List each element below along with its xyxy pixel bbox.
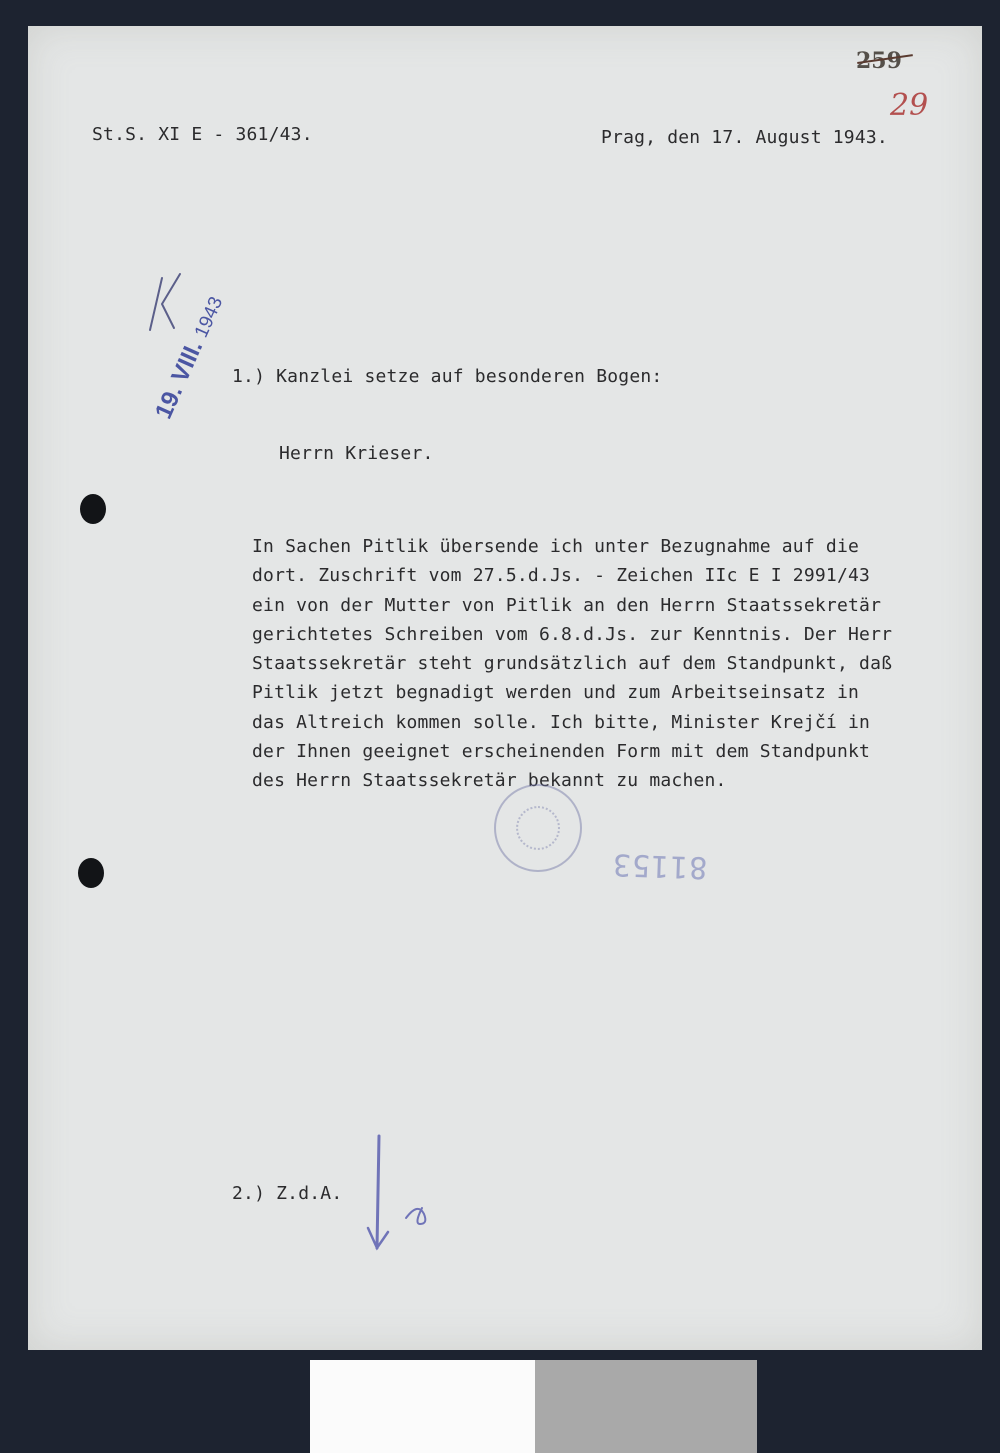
- ink-seal-stamp: [494, 784, 582, 872]
- item-two-instruction: 2.) Z.d.A.: [232, 1183, 343, 1204]
- place-date: Prag, den 17. August 1943.: [601, 127, 888, 148]
- body-line: In Sachen Pitlik übersende ich unter Bezugnahme auf die: [252, 536, 860, 557]
- folio-number-new: 29: [890, 88, 929, 123]
- archive-number-stamp: 81153: [611, 846, 708, 885]
- punch-hole-top: [80, 494, 106, 524]
- body-line: ein von der Mutter von Pitlik an den Herrn Staatssekretär: [252, 594, 882, 616]
- folio-number-old: 259: [856, 48, 902, 74]
- body-line: dort. Zuschrift vom 27.5.d.Js. - Zeichen IIc E I 2991/43: [252, 565, 871, 587]
- body-line: des Herrn Staatssekretär bekannt zu machen.: [252, 770, 727, 792]
- stamp-year: 1943: [190, 293, 228, 341]
- reference-number: St.S. XI E - 361/43.: [92, 124, 313, 145]
- body-line: der Ihnen geeignet erscheinenden Form mit dem Standpunkt: [252, 741, 871, 763]
- handwritten-arrow-mark: [366, 1132, 446, 1256]
- body-line: gerichtetes Schreiben vom 6.8.d.Js. zur Kenntnis. Der Herr: [252, 623, 893, 645]
- scan-white-strip: [310, 1360, 535, 1453]
- body-line: Pitlik jetzt begnadigt werden und zum Arbeitseinsatz in: [252, 682, 860, 704]
- handwritten-initial-mark: [140, 268, 190, 338]
- letter-body: [252, 532, 892, 796]
- body-line: Staatssekretär steht grundsätzlich auf dem Standpunkt, daß: [252, 653, 893, 675]
- punch-hole-bottom: [78, 858, 104, 888]
- item-one-instruction: 1.) Kanzlei setze auf besonderen Bogen:: [232, 366, 663, 387]
- body-line: das Altreich kommen solle. Ich bitte, Minister Krejčí in: [252, 711, 871, 733]
- salutation: Herrn Krieser.: [279, 443, 434, 464]
- scan-gray-strip: [535, 1360, 757, 1453]
- stamp-day-month: 19. VIII.: [150, 336, 209, 423]
